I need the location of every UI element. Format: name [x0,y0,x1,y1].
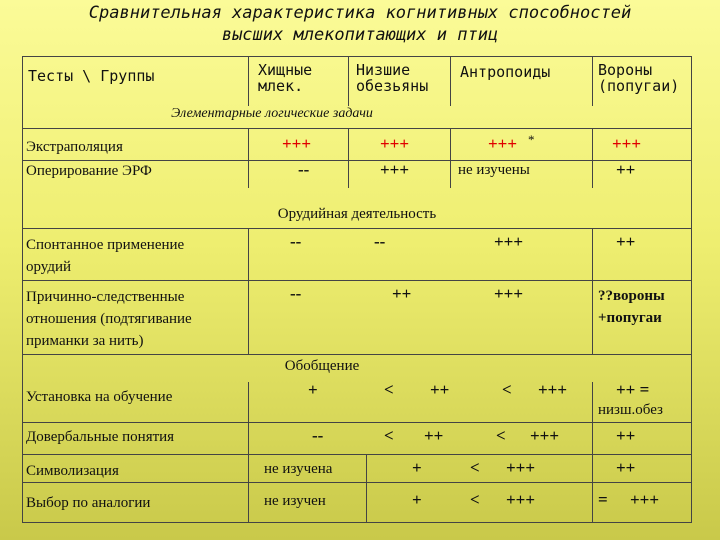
cell-spontaneous-predators: -- [290,232,302,251]
header-predators-line1: Хищные [258,61,313,79]
col-divider [366,454,367,522]
section-tool-activity: Орудийная деятельность [277,206,437,222]
cell-causal-crows-line1: ??вороны [598,288,665,304]
col-divider [592,128,593,188]
row-label-learning-set: Установка на обучение [26,389,173,405]
cell-symbolization-anthropoids: +++ [506,458,536,477]
less-than-sign: < [502,380,512,399]
row-divider [22,354,692,355]
less-than-sign: < [384,380,394,399]
cell-symbolization-crows: ++ [616,458,636,477]
less-than-sign: < [384,426,394,445]
cell-learning-set-crows-line2: низш.обез [598,402,663,418]
cell-preverbal-predators: -- [312,426,324,445]
less-than-sign: < [470,490,480,509]
header-tests-groups: Тесты \ Группы [28,67,155,85]
cell-analogy-crows: +++ [630,490,660,509]
equals-sign: = [598,490,608,509]
cell-learning-set-predators: + [308,380,318,399]
cell-erf-anthropoids: не изучены [458,162,530,178]
col-divider [248,56,249,106]
header-predators-line2: млек. [258,77,304,95]
cell-extrapolation-crows: +++ [612,134,642,153]
col-divider [592,228,593,354]
cell-extrapolation-anthropoids: +++ [488,134,518,153]
cell-extrapolation-lower-monkeys: +++ [380,134,410,153]
col-divider [248,382,249,522]
row-label-line: отношения (подтягивание [26,311,192,327]
cell-erf-crows: ++ [616,160,636,179]
header-lower-monkeys-line1: Низшие [356,61,411,79]
cell-preverbal-lower-monkeys: ++ [424,426,444,445]
cell-spontaneous-lower-monkeys: -- [374,232,386,251]
cell-symbolization-predators: не изучена [264,461,333,477]
slide-title-line1: Сравнительная характеристика когнитивных способностей [88,3,632,23]
table-border-bottom [22,522,692,523]
cell-extrapolation-predators: +++ [282,134,312,153]
row-label-line: приманки за нить) [26,333,144,349]
less-than-sign: < [470,458,480,477]
table-border-right [691,56,692,523]
col-divider [248,128,249,188]
header-crows-line2: (попугаи) [598,77,680,95]
table-border-left [22,56,23,523]
col-divider [348,128,349,188]
cell-learning-set-lower-monkeys: ++ [430,380,450,399]
section-generalization: Обобщение [284,358,360,374]
cell-preverbal-anthropoids: +++ [530,426,560,445]
cell-causal-lower-monkeys: ++ [392,284,412,303]
header-crows-line1: Вороны [598,61,653,79]
cell-causal-anthropoids: +++ [494,284,524,303]
cell-analogy-predators: не изучен [264,493,326,509]
cell-spontaneous-crows: ++ [616,232,636,251]
header-lower-monkeys-line2: обезьяны [356,77,429,95]
comparison-table [22,56,692,524]
cell-preverbal-crows: ++ [616,426,636,445]
row-label-preverbal-concepts: Довербальные понятия [26,429,175,445]
col-divider [592,382,593,522]
cell-causal-predators: -- [290,284,302,303]
col-divider [348,56,349,106]
col-divider [450,56,451,106]
col-divider [592,56,593,106]
cell-causal-crows-line2: +попугаи [598,310,662,326]
cell-spontaneous-anthropoids: +++ [494,232,524,251]
col-divider [248,228,249,354]
col-divider [450,128,451,188]
less-than-sign: < [496,426,506,445]
slide-title-line2: высших млекопитающих и птиц [221,25,499,45]
section-logic-tasks: Элементарные логические задачи [171,106,373,121]
cell-analogy-anthropoids: +++ [506,490,536,509]
row-label-line: Причинно-следственные [26,289,185,305]
cell-erf-predators: -- [298,160,310,179]
row-label-erf: Оперирование ЭРФ [26,163,152,179]
row-label-causal [26,286,246,352]
cell-analogy-lower-monkeys: + [412,490,422,509]
row-label-line: орудий [26,259,72,275]
cell-symbolization-lower-monkeys: + [412,458,422,477]
row-label-line: Спонтанное применение [26,237,185,253]
cell-learning-set-anthropoids: +++ [538,380,568,399]
row-label-spontaneous-tools [26,234,246,278]
asterisk-note: * [528,132,535,147]
row-label-extrapolation: Экстраполяция [26,139,123,155]
cell-learning-set-crows-line1: ++ = [616,380,650,399]
header-anthropoids: Антропоиды [460,63,551,81]
cell-erf-lower-monkeys: +++ [380,160,410,179]
row-label-analogy: Выбор по аналогии [26,495,151,511]
row-label-symbolization: Символизация [26,463,119,479]
